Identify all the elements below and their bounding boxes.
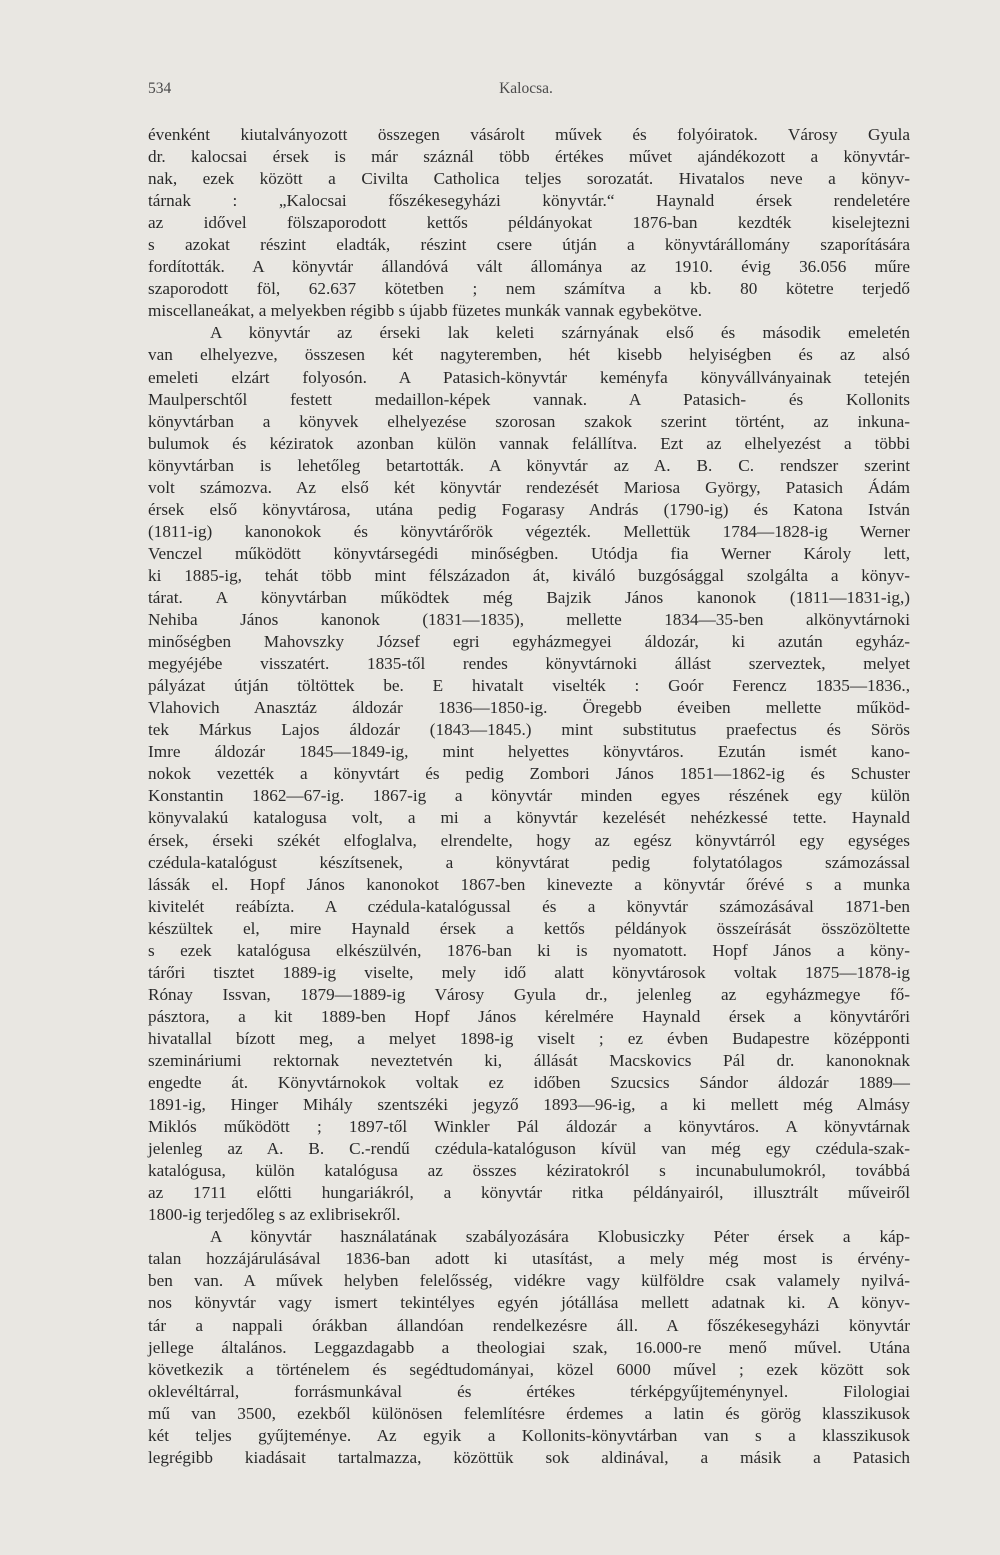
text-line: van elhelyezve, összesen két nagyteremben, hét kisebb helyiségben és az alsó bbox=[148, 345, 910, 365]
text-line: jelenleg az A. B. C.-rendű czédula-katalóguson kívül van még egy czédula-szak- bbox=[148, 1139, 910, 1159]
text-line: pályázat útján töltöttek be. E hivatalt viselték : Goór Ferencz 1835—1836., bbox=[148, 676, 910, 696]
text-line: szemináriumi rektornak neveztetvén ki, állását Macskovics Pál dr. kanonoknak bbox=[148, 1050, 910, 1070]
text-line: tárőri tisztet 1889-ig viselte, mely idő alatt könyvtárosok voltak 1875—1878-ig bbox=[148, 962, 910, 982]
text-line: az 1711 előtti hungariákról, a könyvtár ritka példányairól, illusztrált műveiről bbox=[148, 1183, 910, 1203]
text-line: pásztora, a kit 1889-ben Hopf János kérelmére Haynald érsek a könyvtárőri bbox=[148, 1006, 910, 1026]
page-number: 534 bbox=[148, 80, 172, 97]
text-line: évenként kiutalványozott összegen vásárolt művek és folyóiratok. Városy Gyula bbox=[148, 125, 910, 144]
text-line: szaporodott föl, 62.637 kötetben ; nem számítva a kb. 80 kötetre terjedő bbox=[148, 279, 910, 299]
text-line: ki 1885-ig, tehát több mint félszázadon át, kiváló buzgósággal szolgálta a könyv- bbox=[148, 565, 910, 585]
text-line: nokok vezették a könyvtárt és pedig Zombori János 1851—1862-ig és Schuster bbox=[148, 764, 910, 784]
text-line: engedte át. Könyvtárnokok voltak ez időben Szucsics Sándor áldozár 1889— bbox=[148, 1073, 910, 1093]
text-line: Maulperschtől festett medaillon-képek vannak. A Patasich- és Kollonits bbox=[148, 389, 910, 409]
text-line: oklevéltárral, forrásmunkával és értékes térképgyűjteménynyel. Filologiai bbox=[148, 1381, 910, 1401]
text-line: Imre áldozár 1845—1849-ig, mint helyettes könyvtáros. Ezután ismét kano- bbox=[148, 742, 910, 762]
text-line: érsek, érseki székét elfoglalva, elrendelte, hogy az egész könyvtárról egy egységes bbox=[148, 830, 910, 850]
text-line: könyvalakú katalogusa volt, a mi a könyvtár kezelését nehézkessé tette. Haynald bbox=[148, 808, 910, 828]
text-line: volt számozva. Az első két könyvtár rendezését Mariosa György, Patasich Ádám bbox=[148, 477, 910, 497]
text-line: az idővel fölszaporodott kettős példányokat 1876-ban kezdték kiselejtezni bbox=[148, 213, 910, 233]
text-line: 1800-ig terjedőleg s az exlibrisekről. bbox=[148, 1205, 401, 1225]
text-line: nak, ezek között a Civilta Catholica teljes sorozatát. Hivatalos neve a könyv- bbox=[148, 169, 910, 189]
text-line: két teljes gyűjteménye. Az egyik a Kollonits-könyvtárban van s a klasszikusok bbox=[148, 1425, 910, 1445]
text-line: készültek el, mire Haynald érsek a kettős példányok összeírását összözöltette bbox=[148, 918, 910, 938]
text-line: 1891-ig, Hinger Mihály szentszéki jegyző 1893—96-ig, a ki mellett még Almásy bbox=[148, 1095, 910, 1115]
text-line: A könyvtár az érseki lak keleti szárnyának első és második emeletén bbox=[210, 323, 910, 343]
text-line: (1811-ig) kanonokok és könyvtárőrök végezték. Mellettük 1784—1828-ig Werner bbox=[148, 521, 910, 541]
text-line: könyvtárban a könyvek elhelyezése szorosan szakok szerint történt, az inkuna- bbox=[148, 411, 910, 431]
text-line: dr. kalocsai érsek is már száznál több értékes művet ajándékozott a könyvtár- bbox=[148, 147, 910, 167]
text-line: legrégibb kiadásait tartalmazza, közöttük sok aldinával, a másik a Patasich bbox=[148, 1447, 910, 1467]
running-head: Kalocsa. bbox=[499, 80, 553, 97]
text-line: kivitelét reábízta. A czédula-katalógussal és a könyvtár számozásával 1871-ben bbox=[148, 896, 910, 916]
text-line: hivatallal bízott meg, a melyet 1898-ig viselt ; ez évben Budapestre középponti bbox=[148, 1028, 910, 1048]
text-line: érsek első könyvtárosa, utána pedig Fogarasy András (1790-ig) és Katona István bbox=[148, 499, 910, 519]
text-line: tárat. A könyvtárban működtek még Bajzik János kanonok (1811—1831-ig,) bbox=[148, 587, 910, 607]
text-line: s azokat részint eladták, részint csere útján a könyvtárállomány szaporítására bbox=[148, 235, 910, 255]
text-line: tár a nappali órákban állandóan rendelkezésre áll. A főszékesegyházi könyvtár bbox=[148, 1315, 910, 1335]
text-line: minőségben Mahovszky József egri egyházmegyei áldozár, ki azután egyház- bbox=[148, 632, 910, 652]
text-line: A könyvtár használatának szabályozására Klobusiczky Péter érsek a káp- bbox=[210, 1227, 910, 1247]
text-line: nos könyvtár vagy ismert tekintélyes egyén jótállása mellett adatnak ki. A könyv- bbox=[148, 1293, 910, 1313]
text-line: tárnak : „Kalocsai főszékesegyházi könyvtár.“ Haynald érsek rendeletére bbox=[148, 191, 910, 211]
text-line: lássák el. Hopf János kanonokot 1867-ben kinevezte a könyvtár őrévé s a munka bbox=[148, 874, 910, 894]
page-header bbox=[148, 80, 904, 104]
text-line: ben van. A művek helyben felelősség, vidékre vagy külföldre csak valamely nyilvá- bbox=[148, 1271, 910, 1291]
text-line: megyéjébe visszatért. 1835-től rendes könyvtárnoki állást szerveztek, melyet bbox=[148, 654, 910, 674]
text-line: Konstantin 1862—67-ig. 1867-ig a könyvtár minden egyes részének egy külön bbox=[148, 786, 910, 806]
text-line: talan hozzájárulásával 1836-ban adott ki utasítást, a mely még most is érvény- bbox=[148, 1249, 910, 1269]
body-text bbox=[148, 124, 910, 1469]
text-line: mű van 3500, ezekből különösen felemlítésre érdemes a latin és görög klasszikusok bbox=[148, 1403, 910, 1423]
text-line: tek Márkus Lajos áldozár (1843—1845.) mint substitutus praefectus és Sörös bbox=[148, 720, 910, 740]
text-line: czédula-katalógust készítsenek, a könyvtárat pedig folytatólagos számozással bbox=[148, 852, 910, 872]
text-line: Rónay Issvan, 1879—1889-ig Városy Gyula dr., jelenleg az egyházmegye fő- bbox=[148, 984, 910, 1004]
text-line: katalógusa, külön katalógusa az összes kéziratokról s incunabulumokról, továbbá bbox=[148, 1161, 910, 1181]
text-line: következik a történelem és segédtudományai, közel 6000 művel ; ezek között sok bbox=[148, 1359, 910, 1379]
text-line: fordították. A könyvtár állandóvá vált állománya az 1910. évig 36.056 műre bbox=[148, 257, 910, 277]
text-line: miscellaneákat, a melyekben régibb s újabb füzetes munkák vannak egybekötve. bbox=[148, 301, 703, 321]
text-line: emeleti elzárt folyosón. A Patasich-könyvtár keményfa könyvállványainak tetején bbox=[148, 367, 910, 387]
text-line: s ezek katalógusa elkészülvén, 1876-ban ki is nyomatott. Hopf János a köny- bbox=[148, 940, 910, 960]
text-line: Miklós működött ; 1897-től Winkler Pál áldozár a könyvtáros. A könyvtárnak bbox=[148, 1117, 910, 1137]
text-line: Venczel működött könyvtársegédi minőségben. Utódja fia Werner Károly lett, bbox=[148, 543, 910, 563]
text-line: bulumok és kéziratok azonban külön vannak felállítva. Ezt az elhelyezést a többi bbox=[148, 433, 910, 453]
text-line: jellege általános. Leggazdagabb a theologiai szak, 16.000-re menő művel. Utána bbox=[148, 1337, 910, 1357]
text-line: könyvtárban is lehetőleg betartották. A könyvtár az A. B. C. rendszer szerint bbox=[148, 455, 910, 475]
text-line: Vlahovich Anasztáz áldozár 1836—1850-ig. Öregebb éveiben mellette működ- bbox=[148, 698, 910, 718]
text-line: Nehiba János kanonok (1831—1835), mellette 1834—35-ben alkönyvtárnoki bbox=[148, 610, 910, 630]
